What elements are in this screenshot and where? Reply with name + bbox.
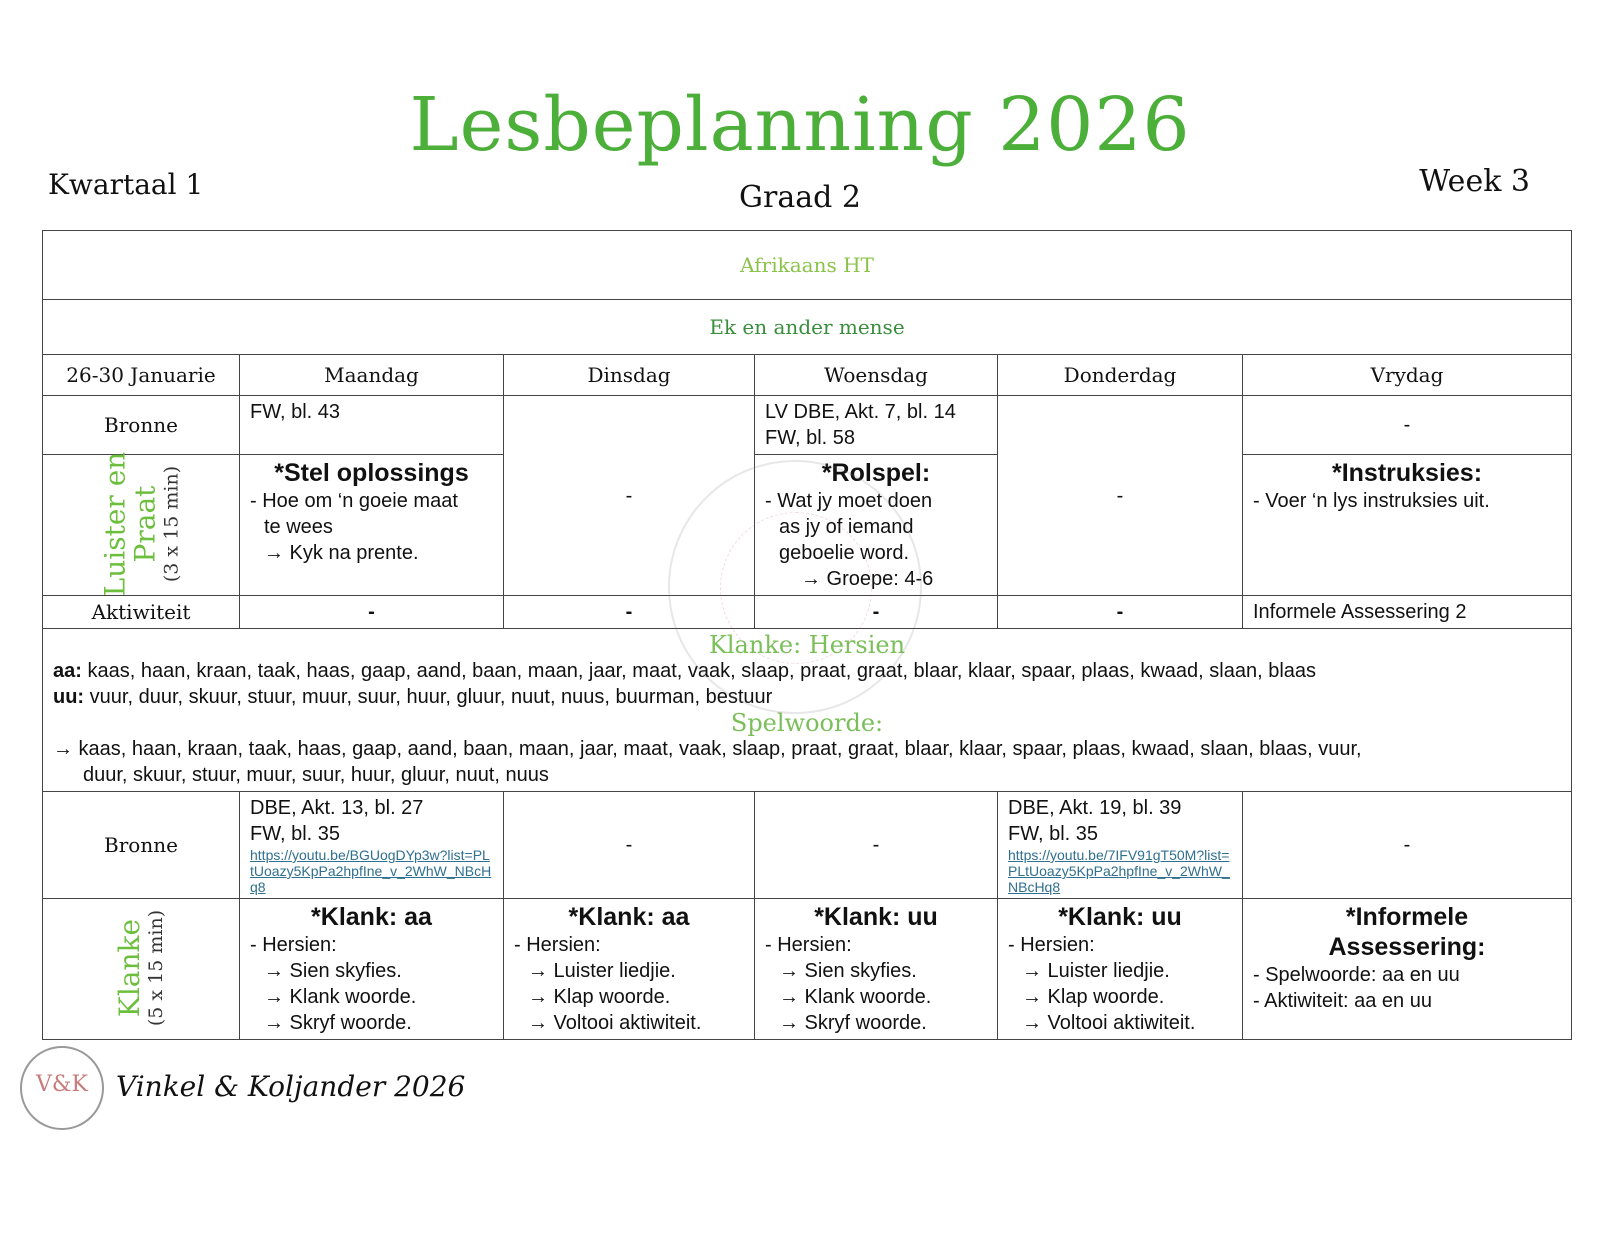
cell-text: → Klank woorde.	[264, 986, 417, 1008]
cell-text: → Skryf woorde.	[264, 1012, 412, 1034]
cell-text: → Sien skyfies.	[264, 960, 402, 982]
cell-text: → Luister liedjie.	[528, 960, 676, 982]
klanke-label	[43, 899, 240, 1040]
bronne-row-1	[43, 396, 1572, 455]
bronne2-thursday	[998, 792, 1243, 899]
bronne-friday: -	[1243, 396, 1572, 455]
date-range: 26-30 Januarie	[43, 355, 240, 396]
klanke-words-block	[43, 629, 1572, 792]
cell-text: FW, bl. 35	[250, 823, 341, 845]
klanke-friday	[1243, 899, 1572, 1040]
bronne2-monday	[240, 792, 504, 899]
cell-heading: *Klank: uu	[814, 903, 938, 931]
klanke-monday	[240, 899, 504, 1040]
bronne2-tuesday: -	[504, 792, 755, 899]
cell-heading: *Klank: aa	[311, 903, 432, 931]
cell-text: → Sien skyfies.	[779, 960, 917, 982]
cell-text: FW, bl. 35	[1008, 823, 1099, 845]
luister-label-time: (3 x 15 min)	[159, 465, 182, 583]
cell-heading: *Rolspel:	[821, 459, 931, 487]
cell-heading: *Klank: aa	[568, 903, 690, 931]
bronne-label-2: Bronne	[43, 792, 240, 899]
cell-text: - Hoe om ‘n goeie maat	[250, 490, 458, 512]
klanke-words-row	[43, 629, 1572, 792]
brand-name: Vinkel & Koljander 2026	[116, 1070, 466, 1103]
youtube-link[interactable]: https://youtu.be/BGUogDYp3w?list=PLtUoazy5KpPa2hpfIne_v_2WhW_NBcHq8	[250, 847, 492, 895]
day-wednesday: Woensdag	[755, 355, 998, 396]
cell-text: DBE, Akt. 13, bl. 27	[250, 797, 424, 819]
cell-text: - Spelwoorde: aa en uu	[1253, 964, 1460, 986]
klanke-row	[43, 899, 1572, 1040]
luister-row	[43, 455, 1572, 596]
cell-text: → Groepe: 4-6	[801, 568, 934, 590]
cell-text: - Hersien:	[514, 934, 601, 956]
cell-heading: *Instruksies:	[1331, 459, 1483, 487]
cell-text: geboelie word.	[779, 542, 910, 564]
cell-text: DBE, Akt. 19, bl. 39	[1008, 797, 1182, 819]
bronne2-friday: -	[1243, 792, 1572, 899]
lesson-plan-table	[42, 230, 1572, 1040]
cell-text: - Voer ‘n lys instruksies uit.	[1253, 490, 1490, 512]
cell-text: → Skryf woorde.	[779, 1012, 927, 1034]
luister-friday	[1243, 455, 1572, 596]
bronne-row-2	[43, 792, 1572, 899]
cell-text: - Hersien:	[1008, 934, 1095, 956]
youtube-link[interactable]: https://youtu.be/7IFV91gT50M?list=PLtUoazy5KpPa2hpfIne_v_2WhW_NBcHq8	[1008, 847, 1230, 895]
day-thursday: Donderdag	[998, 355, 1243, 396]
cell-text: → Kyk na prente.	[264, 542, 419, 564]
luister-label	[43, 451, 240, 597]
bronne2-wednesday: -	[755, 792, 998, 899]
luister-thursday: -	[998, 396, 1243, 596]
luister-tuesday: -	[504, 396, 755, 596]
logo-monogram: V&K	[36, 1072, 88, 1097]
cell-text: → Voltooi aktiwiteit.	[1022, 1012, 1196, 1034]
luister-monday	[240, 455, 504, 596]
cell-text: LV DBE, Akt. 7, bl. 14	[765, 401, 956, 423]
quarter-label: Kwartaal 1	[48, 168, 204, 201]
cell-text: FW, bl. 43	[250, 401, 341, 423]
klanke-heading: Klanke: Hersien	[708, 631, 906, 659]
aktiwiteit-row	[43, 596, 1572, 629]
spelwoorde-line-1: → kaas, haan, kraan, taak, haas, gaap, aand, baan, maan, jaar, maat, vaak, slaap, praat, graat, blaar, klaar, spaar, plaas, kwaad, slaan, blaas, vuur,	[53, 738, 1362, 760]
cell-text: FW, bl. 58	[765, 427, 856, 449]
aktiwiteit-thursday: -	[998, 596, 1243, 629]
aa-words: kaas, haan, kraan, taak, haas, gaap, aand, baan, maan, jaar, maat, vaak, slaap, praat, graat, blaar, klaar, spaar, plaas, kwaad, slaan, blaas	[87, 660, 1317, 682]
bronne-label: Bronne	[43, 396, 240, 455]
cell-text: → Klap woorde.	[1022, 986, 1165, 1008]
page-title: Lesbeplanning 2026	[409, 82, 1191, 168]
luister-label-2: Praat	[127, 485, 161, 563]
subject-title: Afrikaans HT	[43, 231, 1572, 300]
spelwoorde-line-2: duur, skuur, stuur, muur, suur, huur, gluur, nuut, nuus	[83, 764, 549, 786]
week-label: Week 3	[1419, 164, 1530, 199]
bronne-wednesday	[755, 396, 998, 455]
days-header-row	[43, 355, 1572, 396]
klanke-tuesday	[504, 899, 755, 1040]
cell-text: - Hersien:	[765, 934, 852, 956]
day-tuesday: Dinsdag	[504, 355, 755, 396]
uu-words: vuur, duur, skuur, stuur, muur, suur, huur, gluur, nuut, nuus, buurman, bestuur	[89, 686, 773, 708]
aktiwiteit-monday: -	[240, 596, 504, 629]
cell-heading: *Stel oplossings	[274, 459, 469, 487]
theme-title: Ek en ander mense	[43, 300, 1572, 355]
bronne-monday	[240, 396, 504, 455]
brand-logo	[20, 1046, 104, 1130]
cell-text: → Luister liedjie.	[1022, 960, 1170, 982]
cell-text: as jy of iemand	[779, 516, 914, 538]
aktiwiteit-friday: Informele Assessering 2	[1243, 596, 1572, 629]
luister-wednesday	[755, 455, 998, 596]
cell-text: → Klank woorde.	[779, 986, 932, 1008]
uu-label: uu:	[53, 686, 85, 708]
klanke-label-text: Klanke	[112, 918, 146, 1018]
cell-heading: *Klank: uu	[1058, 903, 1182, 931]
cell-text: → Klap woorde.	[528, 986, 671, 1008]
cell-heading: *Informele	[1345, 903, 1469, 931]
cell-text: te wees	[264, 516, 333, 538]
aa-label: aa:	[53, 660, 82, 682]
cell-text: - Hersien:	[250, 934, 337, 956]
luister-label-1: Luister en	[97, 451, 131, 597]
cell-text: - Aktiwiteit: aa en uu	[1253, 990, 1432, 1012]
cell-text: → Voltooi aktiwiteit.	[528, 1012, 702, 1034]
klanke-wednesday	[755, 899, 998, 1040]
cell-heading: Assessering:	[1328, 933, 1486, 961]
grade-label: Graad 2	[739, 180, 861, 215]
aktiwiteit-label: Aktiwiteit	[43, 596, 240, 629]
aktiwiteit-wednesday: -	[755, 596, 998, 629]
klanke-label-time: (5 x 15 min)	[144, 909, 167, 1027]
spelwoorde-heading: Spelwoorde:	[730, 709, 884, 737]
klanke-thursday	[998, 899, 1243, 1040]
day-friday: Vrydag	[1243, 355, 1572, 396]
aktiwiteit-tuesday: -	[504, 596, 755, 629]
day-monday: Maandag	[240, 355, 504, 396]
cell-text: - Wat jy moet doen	[765, 490, 933, 512]
